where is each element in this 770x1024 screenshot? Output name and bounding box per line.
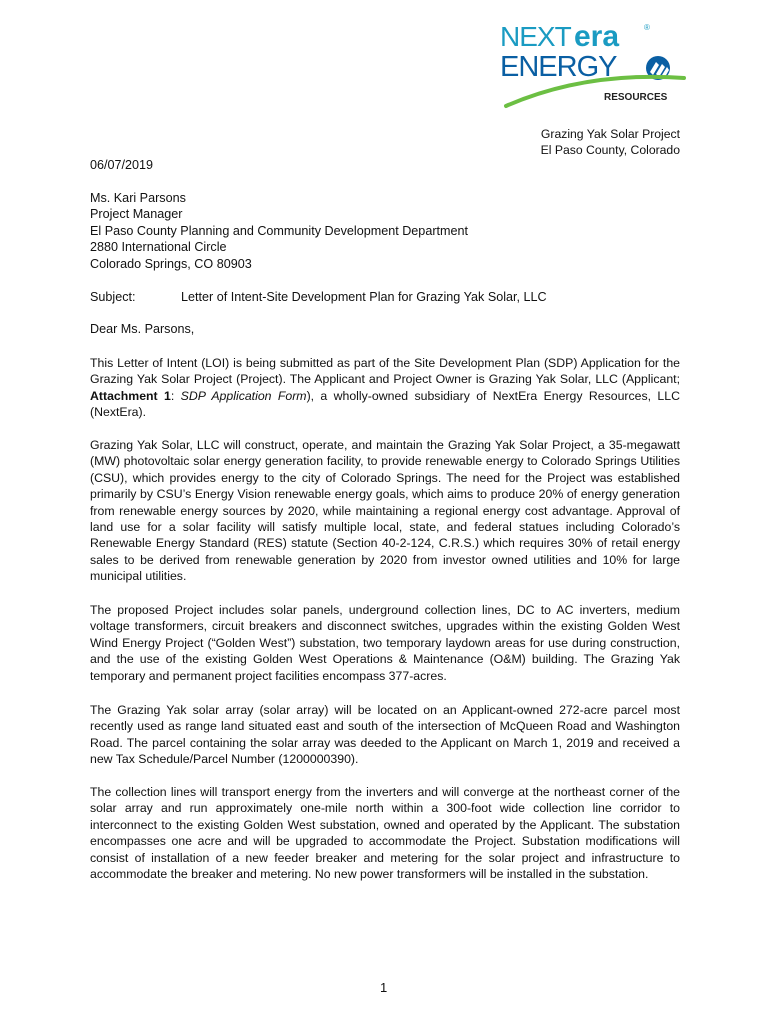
salutation: Dear Ms. Parsons, <box>90 322 195 336</box>
paragraph-intro <box>90 355 680 421</box>
paragraph-project-description: Grazing Yak Solar, LLC will construct, operate, and maintain the Grazing Yak Solar Project, a 35-megawatt (MW) photovoltaic solar energy generation facility, to provide renewable energy to Colorado Springs Utilities (CSU), which provides energy to the city of Colorado Springs. The need for the Project was established primarily by CSU’s Energy Vision renewable energy goals, which aims to produce 20% of energy generation from renewable energy sources by 2020, while maintaining a regional energy cost advantage. Approval of land use for a solar facility will satisfy multiple local, state, and federal statues including Colorado’s Renewable Energy Standard (RES) statute (Section 40-2-124, C.R.S.) which requires 30% of retail energy sales to be derived from renewable generation by 2020 from investor owned utilities and 10% for large municipal utilities. <box>90 438 680 584</box>
recipient-city: Colorado Springs, CO 80903 <box>90 256 252 271</box>
paragraph-intro-text-a: This Letter of Intent (LOI) is being submitted as part of the Site Development Plan (SDP) Application for the Grazing Yak Solar Project (Project). The Applicant and Project Owner is Grazing Yak Solar, LLC (Applicant; <box>90 356 680 387</box>
subject-label: Subject: <box>90 290 136 304</box>
attachment-reference: Attachment 1 <box>90 388 171 403</box>
project-location: El Paso County, Colorado <box>540 143 680 157</box>
sdp-form-reference: SDP Application Form <box>180 388 307 403</box>
project-header <box>541 126 680 158</box>
recipient-street: 2880 International Circle <box>90 240 227 255</box>
paragraph-solar-array: The Grazing Yak solar array (solar array) will be located on an Applicant-owned 272-acre parcel most recently used as range land situated east and south of the intersection of McQueen Road and Washington Road. The parcel containing the solar array was deeded to the Applicant on March 1, 2019 and received a new Tax Schedule/Parcel Number (1200000390). <box>90 703 680 767</box>
logo-resources-text: RESOURCES <box>604 92 668 103</box>
logo-graphic <box>496 16 692 108</box>
recipient-department: El Paso County Planning and Community Development Department <box>90 223 469 238</box>
logo-energy-text: ENERGY <box>500 51 617 83</box>
recipient-address <box>90 190 468 272</box>
paragraph-project-components: The proposed Project includes solar panels, underground collection lines, DC to AC inverters, medium voltage transformers, circuit breakers and disconnect switches, upgrades within the existing Golden West Wind Energy Project (“Golden West”) substation, two temporary laydown areas for use during construction, and the use of the existing Golden West Operations & Maintenance (O&M) building. The Grazing Yak temporary and permanent project facilities encompass 377-acres. <box>90 603 680 683</box>
page-number: 1 <box>380 980 388 995</box>
project-name: Grazing Yak Solar Project <box>540 127 680 141</box>
recipient-title: Project Manager <box>90 207 183 222</box>
recipient-name: Ms. Kari Parsons <box>90 191 186 205</box>
logo-next-text: NEXT <box>500 21 571 52</box>
nextera-energy-resources-logo <box>496 16 692 108</box>
paragraph-intro-colon: : <box>170 388 181 403</box>
paragraph-intro-text-b: ), a wholly-owned subsidiary of NextEra Energy Resources, LLC (NextEra). <box>90 388 680 420</box>
subject-text: Letter of Intent-Site Development Plan for Grazing Yak Solar, LLC <box>181 290 547 304</box>
subject-line <box>90 290 547 304</box>
paragraph-collection-lines: The collection lines will transport energy from the inverters and will converge at the northeast corner of the solar array and run approximately one-mile north within a 300-foot wide collection line corridor to interconnect to the existing Golden West substation, owned and operated by the Applicant. The substation encompasses one acre and will be upgraded to accommodate the Project. Substation modifications will consist of installation of a new feeder breaker and metering for the solar project and infrastructure to accommodate the breaker and metering. No new power transformers will be installed in the substation. <box>90 785 680 882</box>
letter-date: 06/07/2019 <box>90 158 154 172</box>
logo-era-text: era <box>574 20 620 53</box>
logo-registered-mark: ® <box>644 23 650 32</box>
